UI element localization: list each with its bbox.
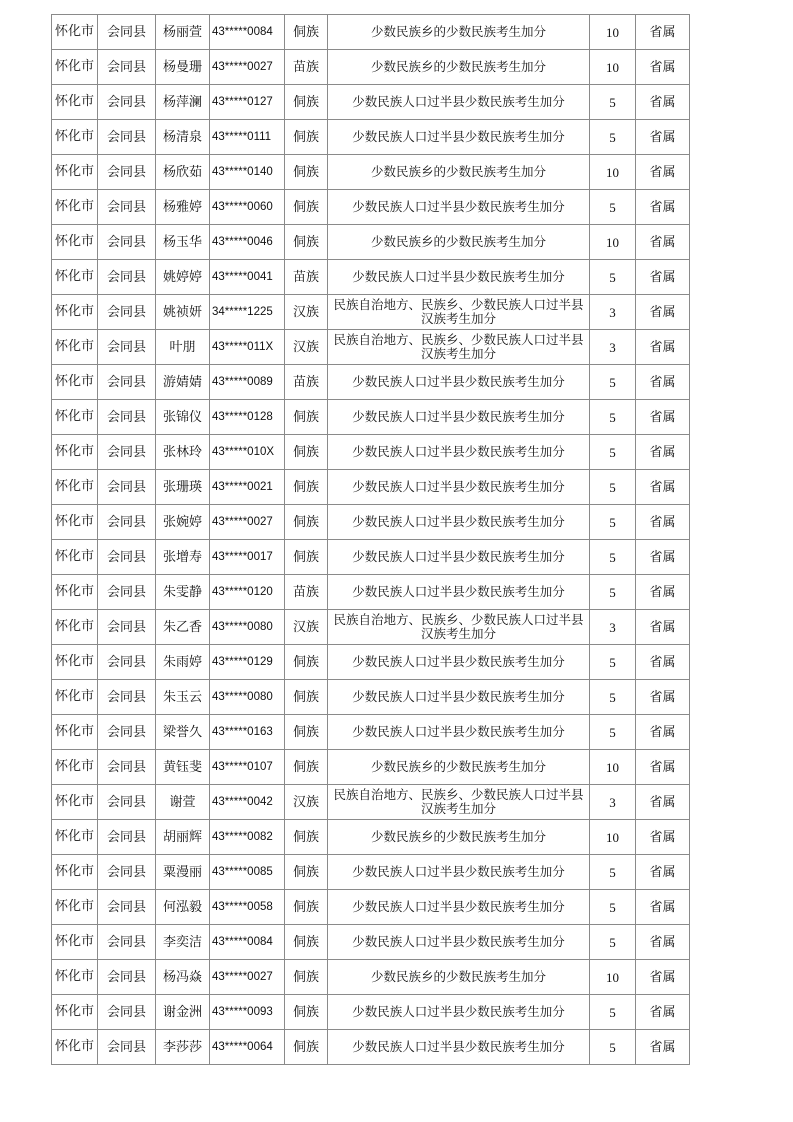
level-cell: 省属 <box>636 995 690 1030</box>
city-cell: 怀化市 <box>52 505 98 540</box>
id-number-cell: 43*****0163 <box>210 715 285 750</box>
county-cell: 会同县 <box>98 575 156 610</box>
name-cell: 张婉婷 <box>156 505 210 540</box>
ethnicity-cell: 侗族 <box>285 120 328 155</box>
id-number-cell: 43*****0089 <box>210 365 285 400</box>
city-cell: 怀化市 <box>52 330 98 365</box>
county-cell: 会同县 <box>98 260 156 295</box>
level-cell: 省属 <box>636 365 690 400</box>
bonus-points-cell: 5 <box>590 645 636 680</box>
name-cell: 杨曼珊 <box>156 50 210 85</box>
ethnicity-cell: 汉族 <box>285 330 328 365</box>
table-row <box>52 785 690 820</box>
name-cell: 杨雅婷 <box>156 190 210 225</box>
city-cell: 怀化市 <box>52 960 98 995</box>
id-number-cell: 43*****0120 <box>210 575 285 610</box>
level-cell: 省属 <box>636 855 690 890</box>
bonus-points-cell: 5 <box>590 540 636 575</box>
table-row <box>52 995 690 1030</box>
table-row <box>52 925 690 960</box>
ethnicity-cell: 侗族 <box>285 400 328 435</box>
table-row <box>52 260 690 295</box>
name-cell: 朱玉云 <box>156 680 210 715</box>
level-cell: 省属 <box>636 1030 690 1065</box>
bonus-type-cell: 少数民族乡的少数民族考生加分 <box>328 50 590 85</box>
bonus-points-cell: 5 <box>590 855 636 890</box>
bonus-points-cell: 5 <box>590 435 636 470</box>
ethnicity-cell: 汉族 <box>285 610 328 645</box>
bonus-type-cell: 少数民族人口过半县少数民族考生加分 <box>328 505 590 540</box>
county-cell: 会同县 <box>98 680 156 715</box>
ethnicity-cell: 苗族 <box>285 50 328 85</box>
id-number-cell: 43*****0017 <box>210 540 285 575</box>
bonus-points-cell: 5 <box>590 715 636 750</box>
id-number-cell: 43*****0046 <box>210 225 285 260</box>
city-cell: 怀化市 <box>52 820 98 855</box>
name-cell: 谢萱 <box>156 785 210 820</box>
bonus-type-cell: 少数民族人口过半县少数民族考生加分 <box>328 540 590 575</box>
name-cell: 杨玉华 <box>156 225 210 260</box>
ethnicity-cell: 苗族 <box>285 260 328 295</box>
level-cell: 省属 <box>636 295 690 330</box>
name-cell: 姚祯妍 <box>156 295 210 330</box>
county-cell: 会同县 <box>98 960 156 995</box>
county-cell: 会同县 <box>98 925 156 960</box>
name-cell: 谢金洲 <box>156 995 210 1030</box>
county-cell: 会同县 <box>98 855 156 890</box>
city-cell: 怀化市 <box>52 470 98 505</box>
city-cell: 怀化市 <box>52 995 98 1030</box>
table-row <box>52 50 690 85</box>
county-cell: 会同县 <box>98 820 156 855</box>
id-number-cell: 34*****1225 <box>210 295 285 330</box>
id-number-cell: 43*****0027 <box>210 50 285 85</box>
id-number-cell: 43*****010X <box>210 435 285 470</box>
ethnicity-cell: 侗族 <box>285 995 328 1030</box>
bonus-type-cell: 少数民族乡的少数民族考生加分 <box>328 750 590 785</box>
bonus-type-cell: 少数民族人口过半县少数民族考生加分 <box>328 925 590 960</box>
level-cell: 省属 <box>636 85 690 120</box>
level-cell: 省属 <box>636 785 690 820</box>
county-cell: 会同县 <box>98 400 156 435</box>
city-cell: 怀化市 <box>52 435 98 470</box>
level-cell: 省属 <box>636 575 690 610</box>
name-cell: 朱乙香 <box>156 610 210 645</box>
bonus-type-cell: 民族自治地方、民族乡、少数民族人口过半县汉族考生加分 <box>328 330 590 365</box>
bonus-type-cell: 少数民族人口过半县少数民族考生加分 <box>328 260 590 295</box>
level-cell: 省属 <box>636 540 690 575</box>
city-cell: 怀化市 <box>52 260 98 295</box>
bonus-type-cell: 少数民族人口过半县少数民族考生加分 <box>328 680 590 715</box>
county-cell: 会同县 <box>98 295 156 330</box>
name-cell: 何泓毅 <box>156 890 210 925</box>
ethnicity-cell: 侗族 <box>285 155 328 190</box>
level-cell: 省属 <box>636 890 690 925</box>
bonus-points-cell: 5 <box>590 890 636 925</box>
id-number-cell: 43*****0058 <box>210 890 285 925</box>
table-row <box>52 750 690 785</box>
county-cell: 会同县 <box>98 750 156 785</box>
city-cell: 怀化市 <box>52 400 98 435</box>
table-row <box>52 575 690 610</box>
bonus-type-cell: 少数民族人口过半县少数民族考生加分 <box>328 120 590 155</box>
bonus-points-cell: 5 <box>590 120 636 155</box>
bonus-type-cell: 少数民族人口过半县少数民族考生加分 <box>328 470 590 505</box>
city-cell: 怀化市 <box>52 50 98 85</box>
bonus-points-cell: 10 <box>590 15 636 50</box>
id-number-cell: 43*****0128 <box>210 400 285 435</box>
bonus-type-cell: 少数民族人口过半县少数民族考生加分 <box>328 85 590 120</box>
county-cell: 会同县 <box>98 645 156 680</box>
ethnicity-cell: 侗族 <box>285 190 328 225</box>
city-cell: 怀化市 <box>52 680 98 715</box>
county-cell: 会同县 <box>98 715 156 750</box>
city-cell: 怀化市 <box>52 925 98 960</box>
id-number-cell: 43*****0107 <box>210 750 285 785</box>
level-cell: 省属 <box>636 680 690 715</box>
ethnicity-cell: 侗族 <box>285 505 328 540</box>
bonus-points-cell: 5 <box>590 995 636 1030</box>
bonus-type-cell: 少数民族乡的少数民族考生加分 <box>328 820 590 855</box>
bonus-points-cell: 3 <box>590 330 636 365</box>
name-cell: 李莎莎 <box>156 1030 210 1065</box>
city-cell: 怀化市 <box>52 855 98 890</box>
city-cell: 怀化市 <box>52 190 98 225</box>
id-number-cell: 43*****0042 <box>210 785 285 820</box>
ethnicity-cell: 侗族 <box>285 750 328 785</box>
level-cell: 省属 <box>636 400 690 435</box>
ethnicity-cell: 侗族 <box>285 15 328 50</box>
bonus-type-cell: 少数民族人口过半县少数民族考生加分 <box>328 645 590 680</box>
city-cell: 怀化市 <box>52 610 98 645</box>
ethnicity-cell: 汉族 <box>285 785 328 820</box>
county-cell: 会同县 <box>98 505 156 540</box>
ethnicity-cell: 侗族 <box>285 540 328 575</box>
bonus-type-cell: 少数民族人口过半县少数民族考生加分 <box>328 400 590 435</box>
county-cell: 会同县 <box>98 50 156 85</box>
city-cell: 怀化市 <box>52 715 98 750</box>
level-cell: 省属 <box>636 820 690 855</box>
id-number-cell: 43*****0093 <box>210 995 285 1030</box>
city-cell: 怀化市 <box>52 365 98 400</box>
id-number-cell: 43*****0082 <box>210 820 285 855</box>
bonus-points-cell: 5 <box>590 365 636 400</box>
level-cell: 省属 <box>636 715 690 750</box>
city-cell: 怀化市 <box>52 225 98 260</box>
bonus-type-cell: 民族自治地方、民族乡、少数民族人口过半县汉族考生加分 <box>328 610 590 645</box>
table-row <box>52 890 690 925</box>
table-row <box>52 435 690 470</box>
table-row <box>52 1030 690 1065</box>
id-number-cell: 43*****0064 <box>210 1030 285 1065</box>
name-cell: 张林玲 <box>156 435 210 470</box>
table-row <box>52 400 690 435</box>
level-cell: 省属 <box>636 505 690 540</box>
table-row <box>52 470 690 505</box>
ethnicity-cell: 侗族 <box>285 645 328 680</box>
bonus-type-cell: 少数民族人口过半县少数民族考生加分 <box>328 435 590 470</box>
table-row <box>52 715 690 750</box>
ethnicity-cell: 侗族 <box>285 225 328 260</box>
name-cell: 杨欣茹 <box>156 155 210 190</box>
city-cell: 怀化市 <box>52 15 98 50</box>
table-row <box>52 365 690 400</box>
bonus-points-cell: 5 <box>590 85 636 120</box>
ethnicity-cell: 侗族 <box>285 470 328 505</box>
bonus-type-cell: 少数民族人口过半县少数民族考生加分 <box>328 190 590 225</box>
bonus-points-cell: 5 <box>590 400 636 435</box>
ethnicity-cell: 侗族 <box>285 890 328 925</box>
city-cell: 怀化市 <box>52 120 98 155</box>
county-cell: 会同县 <box>98 470 156 505</box>
bonus-points-cell: 10 <box>590 155 636 190</box>
name-cell: 杨丽萱 <box>156 15 210 50</box>
city-cell: 怀化市 <box>52 890 98 925</box>
id-number-cell: 43*****0080 <box>210 680 285 715</box>
name-cell: 杨冯焱 <box>156 960 210 995</box>
bonus-points-cell: 3 <box>590 610 636 645</box>
city-cell: 怀化市 <box>52 85 98 120</box>
table-row <box>52 610 690 645</box>
table-row <box>52 85 690 120</box>
table-row <box>52 15 690 50</box>
bonus-points-cell: 10 <box>590 225 636 260</box>
bonus-type-cell: 民族自治地方、民族乡、少数民族人口过半县汉族考生加分 <box>328 295 590 330</box>
bonus-type-cell: 少数民族人口过半县少数民族考生加分 <box>328 1030 590 1065</box>
table-row <box>52 820 690 855</box>
county-cell: 会同县 <box>98 190 156 225</box>
county-cell: 会同县 <box>98 330 156 365</box>
bonus-points-cell: 5 <box>590 925 636 960</box>
table-body <box>52 15 690 1065</box>
ethnicity-cell: 侗族 <box>285 435 328 470</box>
name-cell: 张增寿 <box>156 540 210 575</box>
name-cell: 张锦仪 <box>156 400 210 435</box>
county-cell: 会同县 <box>98 225 156 260</box>
ethnicity-cell: 汉族 <box>285 295 328 330</box>
ethnicity-cell: 侗族 <box>285 925 328 960</box>
bonus-type-cell: 少数民族乡的少数民族考生加分 <box>328 225 590 260</box>
ethnicity-cell: 侗族 <box>285 855 328 890</box>
level-cell: 省属 <box>636 120 690 155</box>
county-cell: 会同县 <box>98 1030 156 1065</box>
id-number-cell: 43*****0041 <box>210 260 285 295</box>
level-cell: 省属 <box>636 190 690 225</box>
table-row <box>52 190 690 225</box>
county-cell: 会同县 <box>98 785 156 820</box>
name-cell: 张珊瑛 <box>156 470 210 505</box>
table-row <box>52 155 690 190</box>
level-cell: 省属 <box>636 470 690 505</box>
level-cell: 省属 <box>636 610 690 645</box>
name-cell: 朱雨婷 <box>156 645 210 680</box>
name-cell: 胡丽辉 <box>156 820 210 855</box>
bonus-points-cell: 10 <box>590 820 636 855</box>
table-row <box>52 120 690 155</box>
id-number-cell: 43*****0021 <box>210 470 285 505</box>
name-cell: 杨清泉 <box>156 120 210 155</box>
level-cell: 省属 <box>636 330 690 365</box>
ethnicity-cell: 侗族 <box>285 820 328 855</box>
county-cell: 会同县 <box>98 365 156 400</box>
county-cell: 会同县 <box>98 15 156 50</box>
city-cell: 怀化市 <box>52 295 98 330</box>
level-cell: 省属 <box>636 645 690 680</box>
county-cell: 会同县 <box>98 85 156 120</box>
county-cell: 会同县 <box>98 890 156 925</box>
city-cell: 怀化市 <box>52 540 98 575</box>
bonus-points-cell: 5 <box>590 680 636 715</box>
table-row <box>52 645 690 680</box>
level-cell: 省属 <box>636 15 690 50</box>
name-cell: 游婧婧 <box>156 365 210 400</box>
id-number-cell: 43*****0027 <box>210 960 285 995</box>
bonus-points-cell: 5 <box>590 1030 636 1065</box>
name-cell: 朱雯静 <box>156 575 210 610</box>
bonus-points-cell: 3 <box>590 295 636 330</box>
bonus-type-cell: 少数民族人口过半县少数民族考生加分 <box>328 995 590 1030</box>
id-number-cell: 43*****0084 <box>210 925 285 960</box>
table-row <box>52 855 690 890</box>
id-number-cell: 43*****0085 <box>210 855 285 890</box>
level-cell: 省属 <box>636 155 690 190</box>
bonus-points-cell: 5 <box>590 575 636 610</box>
bonus-points-cell: 5 <box>590 260 636 295</box>
bonus-type-cell: 民族自治地方、民族乡、少数民族人口过半县汉族考生加分 <box>328 785 590 820</box>
ethnicity-cell: 侗族 <box>285 1030 328 1065</box>
name-cell: 黄钰斐 <box>156 750 210 785</box>
id-number-cell: 43*****0084 <box>210 15 285 50</box>
city-cell: 怀化市 <box>52 575 98 610</box>
name-cell: 粟漫丽 <box>156 855 210 890</box>
county-cell: 会同县 <box>98 155 156 190</box>
id-number-cell: 43*****0129 <box>210 645 285 680</box>
bonus-points-cell: 5 <box>590 505 636 540</box>
id-number-cell: 43*****0127 <box>210 85 285 120</box>
bonus-type-cell: 少数民族乡的少数民族考生加分 <box>328 15 590 50</box>
ethnicity-cell: 侗族 <box>285 715 328 750</box>
id-number-cell: 43*****0060 <box>210 190 285 225</box>
county-cell: 会同县 <box>98 995 156 1030</box>
name-cell: 姚婷婷 <box>156 260 210 295</box>
name-cell: 叶朋 <box>156 330 210 365</box>
bonus-points-cell: 10 <box>590 750 636 785</box>
city-cell: 怀化市 <box>52 750 98 785</box>
level-cell: 省属 <box>636 750 690 785</box>
level-cell: 省属 <box>636 50 690 85</box>
ethnicity-cell: 侗族 <box>285 85 328 120</box>
bonus-type-cell: 少数民族乡的少数民族考生加分 <box>328 155 590 190</box>
county-cell: 会同县 <box>98 120 156 155</box>
bonus-type-cell: 少数民族人口过半县少数民族考生加分 <box>328 365 590 400</box>
bonus-type-cell: 少数民族人口过半县少数民族考生加分 <box>328 855 590 890</box>
id-number-cell: 43*****0140 <box>210 155 285 190</box>
table-row <box>52 680 690 715</box>
level-cell: 省属 <box>636 260 690 295</box>
ethnicity-cell: 侗族 <box>285 680 328 715</box>
id-number-cell: 43*****0111 <box>210 120 285 155</box>
city-cell: 怀化市 <box>52 645 98 680</box>
level-cell: 省属 <box>636 435 690 470</box>
county-cell: 会同县 <box>98 610 156 645</box>
name-cell: 李奕洁 <box>156 925 210 960</box>
bonus-type-cell: 少数民族人口过半县少数民族考生加分 <box>328 715 590 750</box>
bonus-type-cell: 少数民族人口过半县少数民族考生加分 <box>328 890 590 925</box>
city-cell: 怀化市 <box>52 1030 98 1065</box>
table-row <box>52 295 690 330</box>
ethnicity-cell: 苗族 <box>285 365 328 400</box>
bonus-points-cell: 5 <box>590 470 636 505</box>
city-cell: 怀化市 <box>52 155 98 190</box>
id-number-cell: 43*****0080 <box>210 610 285 645</box>
bonus-points-table <box>51 14 690 1065</box>
id-number-cell: 43*****0027 <box>210 505 285 540</box>
county-cell: 会同县 <box>98 435 156 470</box>
ethnicity-cell: 苗族 <box>285 575 328 610</box>
level-cell: 省属 <box>636 925 690 960</box>
name-cell: 梁誉久 <box>156 715 210 750</box>
table-row <box>52 540 690 575</box>
bonus-points-cell: 10 <box>590 50 636 85</box>
id-number-cell: 43*****011X <box>210 330 285 365</box>
city-cell: 怀化市 <box>52 785 98 820</box>
table-row <box>52 330 690 365</box>
level-cell: 省属 <box>636 960 690 995</box>
county-cell: 会同县 <box>98 540 156 575</box>
level-cell: 省属 <box>636 225 690 260</box>
name-cell: 杨萍澜 <box>156 85 210 120</box>
bonus-type-cell: 少数民族人口过半县少数民族考生加分 <box>328 575 590 610</box>
bonus-points-cell: 5 <box>590 190 636 225</box>
table-row <box>52 960 690 995</box>
bonus-points-cell: 10 <box>590 960 636 995</box>
table-row <box>52 225 690 260</box>
bonus-type-cell: 少数民族乡的少数民族考生加分 <box>328 960 590 995</box>
ethnicity-cell: 侗族 <box>285 960 328 995</box>
table-row <box>52 505 690 540</box>
bonus-points-cell: 3 <box>590 785 636 820</box>
